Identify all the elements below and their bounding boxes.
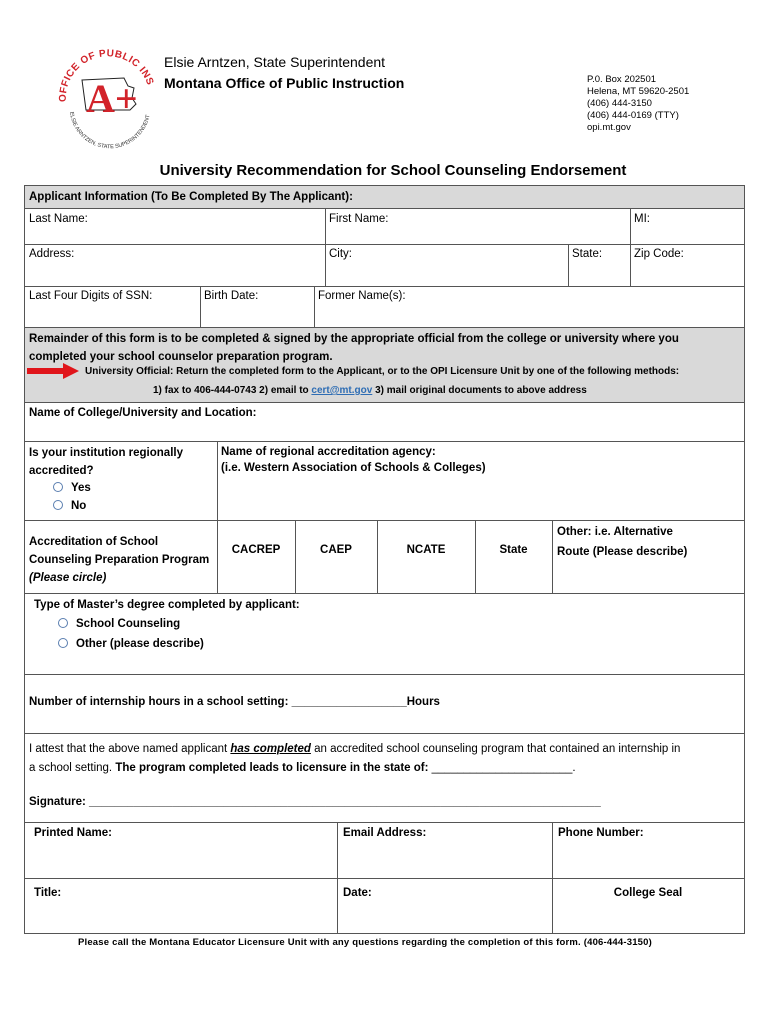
ssn-field[interactable]: Last Four Digits of SSN:: [29, 290, 153, 302]
internship-row: [24, 674, 745, 734]
attestation-row: [24, 733, 745, 823]
school-counseling-option[interactable]: [58, 617, 180, 631]
program-accreditation-row: [24, 520, 745, 594]
office-address: [587, 74, 689, 134]
website-link[interactable]: opi.mt.gov: [587, 122, 631, 133]
official-contact-grid: [24, 822, 745, 934]
email-link[interactable]: cert@mt.gov: [311, 385, 373, 396]
state-option[interactable]: State: [499, 544, 528, 556]
applicant-header-row: [24, 185, 745, 209]
please-circle-note: (Please circle): [29, 572, 107, 584]
state-field[interactable]: State:: [572, 248, 603, 260]
attest-part-1: I attest that the above named applicant: [29, 743, 231, 755]
first-name-field[interactable]: First Name:: [329, 213, 389, 225]
other-degree-radio[interactable]: [58, 638, 68, 648]
seal-text-top: OFFICE OF PUBLIC INS: [57, 48, 156, 103]
college-name-row[interactable]: [24, 402, 745, 442]
return-instructions: University Official: Return the completed form to the Applicant, or to the OPI Licensure Unit by one of the following methods:: [85, 366, 680, 377]
mi-field[interactable]: MI:: [634, 213, 650, 225]
office-name: Montana Office of Public Instruction: [164, 75, 405, 91]
attest-part-2: an accredited school counseling program that contained an internship in a school setting.: [29, 743, 681, 774]
methods-suffix: 3) mail original documents to above address: [372, 385, 587, 396]
ncate-option[interactable]: NCATE: [406, 544, 446, 556]
opi-seal-logo: [52, 40, 162, 150]
internship-hours-field[interactable]: Number of internship hours in a school setting: __________________Hours: [29, 696, 440, 708]
applicant-grid: [24, 208, 745, 328]
yes-label: Yes: [71, 482, 91, 494]
right-arrow-icon: [27, 363, 79, 384]
email-address-field[interactable]: Email Address:: [343, 827, 427, 839]
attestation-text: [29, 740, 689, 778]
official-header-row: [24, 327, 745, 403]
regional-question: Is your institution regionally accredited?: [29, 447, 183, 477]
address-line: P.0. Box 202501: [587, 74, 657, 85]
college-name-label: Name of College/University and Location:: [29, 407, 257, 419]
applicant-header: Applicant Information (To Be Completed By The Applicant):: [29, 191, 353, 203]
regional-accreditation-row: [24, 441, 745, 521]
phone-number-field[interactable]: Phone Number:: [558, 827, 644, 839]
school-counseling-label: School Counseling: [76, 618, 181, 630]
birth-date-field[interactable]: Birth Date:: [204, 290, 259, 302]
footer-note: Please call the Montana Educator Licensure Unit with any questions regarding the completion of this form. (406-444-3150): [77, 937, 653, 948]
other-degree-label: Other (please describe): [76, 638, 204, 650]
return-methods: [153, 385, 587, 397]
yes-radio[interactable]: [53, 482, 63, 492]
address-line: Helena, MT 59620-2501: [587, 86, 690, 97]
signature-field[interactable]: Signature: ________________________________________________________________________________: [29, 796, 601, 808]
attest-bold: The program completed leads to licensure in the state of:: [115, 762, 429, 774]
title-field[interactable]: Title:: [34, 887, 62, 899]
other-option[interactable]: Other: i.e. Alternative Route (Please describe): [557, 526, 688, 558]
address-field[interactable]: Address:: [29, 248, 75, 260]
no-label: No: [71, 500, 87, 512]
no-radio[interactable]: [53, 500, 63, 510]
printed-name-field[interactable]: Printed Name:: [34, 827, 112, 839]
accreditation-label: Accreditation of School Counseling Preparation Program: [29, 536, 210, 566]
school-counseling-radio[interactable]: [58, 618, 68, 628]
superintendent-name: Elsie Arntzen, State Superintendent: [164, 54, 386, 70]
agency-label: Name of regional accreditation agency:: [221, 446, 436, 458]
zip-code-field[interactable]: Zip Code:: [634, 248, 684, 260]
attest-completed: has completed: [230, 743, 311, 755]
college-seal-area: College Seal: [613, 887, 683, 899]
address-line: (406) 444-0169 (TTY): [587, 110, 679, 121]
yes-option[interactable]: [53, 481, 91, 495]
caep-option[interactable]: CAEP: [320, 544, 352, 556]
date-field[interactable]: Date:: [343, 887, 372, 899]
no-option[interactable]: [53, 499, 86, 513]
agency-example: (i.e. Western Association of Schools & Colleges): [221, 462, 486, 474]
last-name-field[interactable]: Last Name:: [29, 213, 88, 225]
former-names-field[interactable]: Former Name(s):: [318, 290, 406, 302]
official-instructions: Remainder of this form is to be completed & signed by the appropriate official from the college or university where you completed your school counselor preparation program.: [29, 333, 679, 363]
form-title: University Recommendation for School Counseling Endorsement: [159, 162, 627, 179]
seal-grade: A+: [86, 76, 138, 121]
cacrep-option[interactable]: CACREP: [231, 544, 281, 556]
other-degree-option[interactable]: [58, 637, 204, 651]
city-field[interactable]: City:: [329, 248, 352, 260]
licensure-state-blank[interactable]: ______________________.: [428, 762, 576, 774]
address-line: (406) 444-3150: [587, 98, 652, 109]
masters-question: Type of Master’s degree completed by applicant:: [34, 599, 300, 611]
seal-text-bottom: ELSIE ARNTZEN, STATE SUPERINTENDENT: [67, 111, 152, 150]
masters-degree-row: [24, 593, 745, 675]
methods-prefix: 1) fax to 406-444-0743 2) email to: [153, 385, 312, 396]
